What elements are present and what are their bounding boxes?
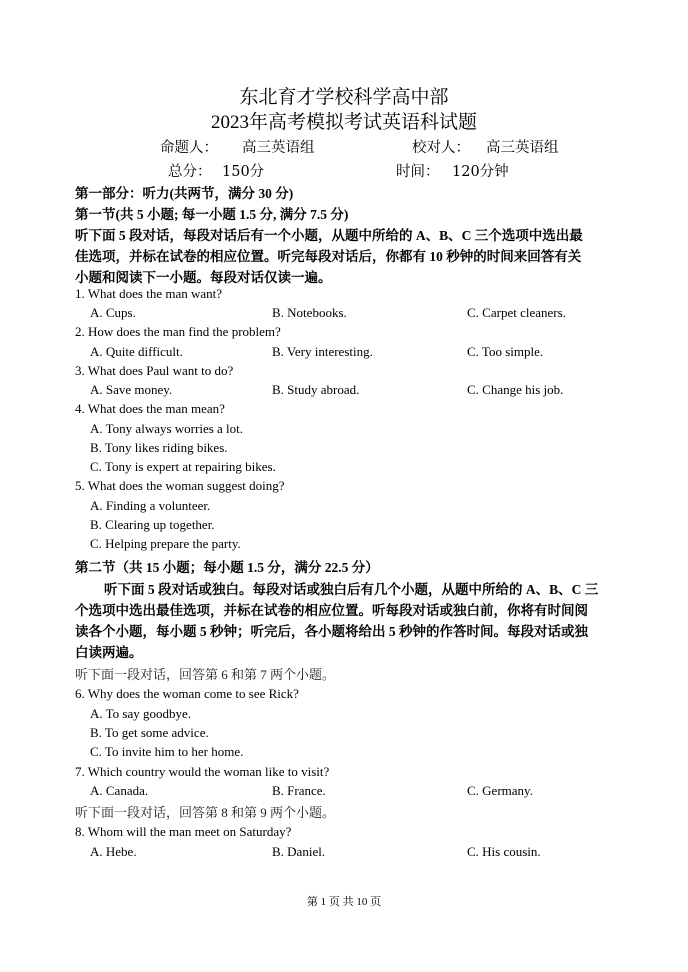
q2-option-a: A. Quite difficult. (90, 344, 183, 359)
question-7: 7. Which country would the woman like to visit? (75, 764, 330, 779)
q4-option-c: C. Tony is expert at repairing bikes. (90, 459, 276, 474)
q4-option-a: A. Tony always worries a lot. (90, 421, 244, 436)
q3-option-a: A. Save money. (90, 382, 173, 397)
q5-option-c: C. Helping prepare the party. (90, 536, 241, 551)
section2-instruction-3: 读各个小题，每小题 5 秒钟；听完后，各小题将给出 5 秒钟的作答时间。每段对话或独 (75, 624, 588, 639)
q6-option-c: C. To invite him to her home. (90, 744, 244, 759)
total-score: 150分 (222, 164, 265, 180)
q6-option-a: A. To say goodbye. (90, 706, 192, 721)
section2-instruction-2: 个选项中选出最佳选项，并标在试卷的相应位置。听每段对话或独白前，你将有时间阅 (75, 603, 588, 618)
section2-instruction-1: 听下面 5 段对话或独白。每段对话或独白后有几个小题，从题中所给的 A、B、C 三 (104, 582, 599, 597)
q8-option-a: A. Hebe. (90, 844, 137, 859)
section1-title: 第一节(共 5 小题; 每一小题 1.5 分, 满分 7.5 分) (75, 207, 349, 222)
question-3: 3. What does Paul want to do? (75, 363, 234, 378)
q4-option-b: B. Tony likes riding bikes. (90, 440, 228, 455)
listen-note-8-9: 听下面一段对话，回答第 8 和第 9 两个小题。 (75, 805, 336, 820)
section1-instruction-2: 佳选项，并标在试卷的相应位置。听完每段对话后，你都有 10 秒钟的时间来回答有关 (75, 249, 582, 264)
section2-title: 第二节（共 15 小题；每小题 1.5 分，满分 22.5 分） (75, 560, 379, 575)
question-5: 5. What does the woman suggest doing? (75, 478, 285, 493)
section2-instruction-4: 白读两遍。 (75, 645, 143, 660)
question-4: 4. What does the man mean? (75, 401, 225, 416)
section1-instruction-3: 小题和阅读下一小题。每段对话仅读一遍。 (75, 270, 332, 285)
q8-option-b: B. Daniel. (272, 844, 326, 859)
question-8: 8. Whom will the man meet on Saturday? (75, 824, 292, 839)
q6-option-b: B. To get some advice. (90, 725, 209, 740)
time-label: 时间： (396, 164, 440, 180)
q2-option-c: C. Too simple. (467, 344, 544, 359)
question-1: 1. What does the man want? (75, 286, 223, 301)
q7-option-c: C. Germany. (467, 783, 533, 798)
question-2: 2. How does the man find the problem? (75, 324, 281, 339)
q2-option-b: B. Very interesting. (272, 344, 373, 359)
proof-label: 校对人： (412, 140, 470, 156)
author: 高三英语组 (242, 140, 315, 156)
proof: 高三英语组 (486, 140, 559, 156)
section1-instruction-1: 听下面 5 段对话，每段对话后有一个小题，从题中所给的 A、B、C 三个选项中选出最 (75, 228, 583, 243)
q8-option-c: C. His cousin. (467, 844, 541, 859)
page-footer: 第 1 页 共 10 页 (306, 896, 382, 908)
time-value: 120分钟 (452, 164, 509, 180)
q5-option-a: A. Finding a volunteer. (90, 498, 211, 513)
q3-option-c: C. Change his job. (467, 382, 564, 397)
q1-option-c: C. Carpet cleaners. (467, 305, 566, 320)
total-label: 总分： (168, 164, 212, 180)
q7-option-a: A. Canada. (90, 783, 149, 798)
q3-option-b: B. Study abroad. (272, 382, 360, 397)
q1-option-b: B. Notebooks. (272, 305, 347, 320)
exam-title: 2023年高考模拟考试英语科试题 (210, 112, 477, 133)
author-label: 命题人： (160, 140, 218, 156)
q5-option-b: B. Clearing up together. (90, 517, 215, 532)
listen-note-6-7: 听下面一段对话，回答第 6 和第 7 两个小题。 (75, 667, 336, 682)
q1-option-a: A. Cups. (90, 305, 136, 320)
school-title: 东北育才学校科学高中部 (239, 87, 449, 108)
part1-title: 第一部分：听力(共两节，满分 30 分) (75, 186, 294, 201)
question-6: 6. Why does the woman come to see Rick? (75, 686, 299, 701)
q7-option-b: B. France. (272, 783, 326, 798)
